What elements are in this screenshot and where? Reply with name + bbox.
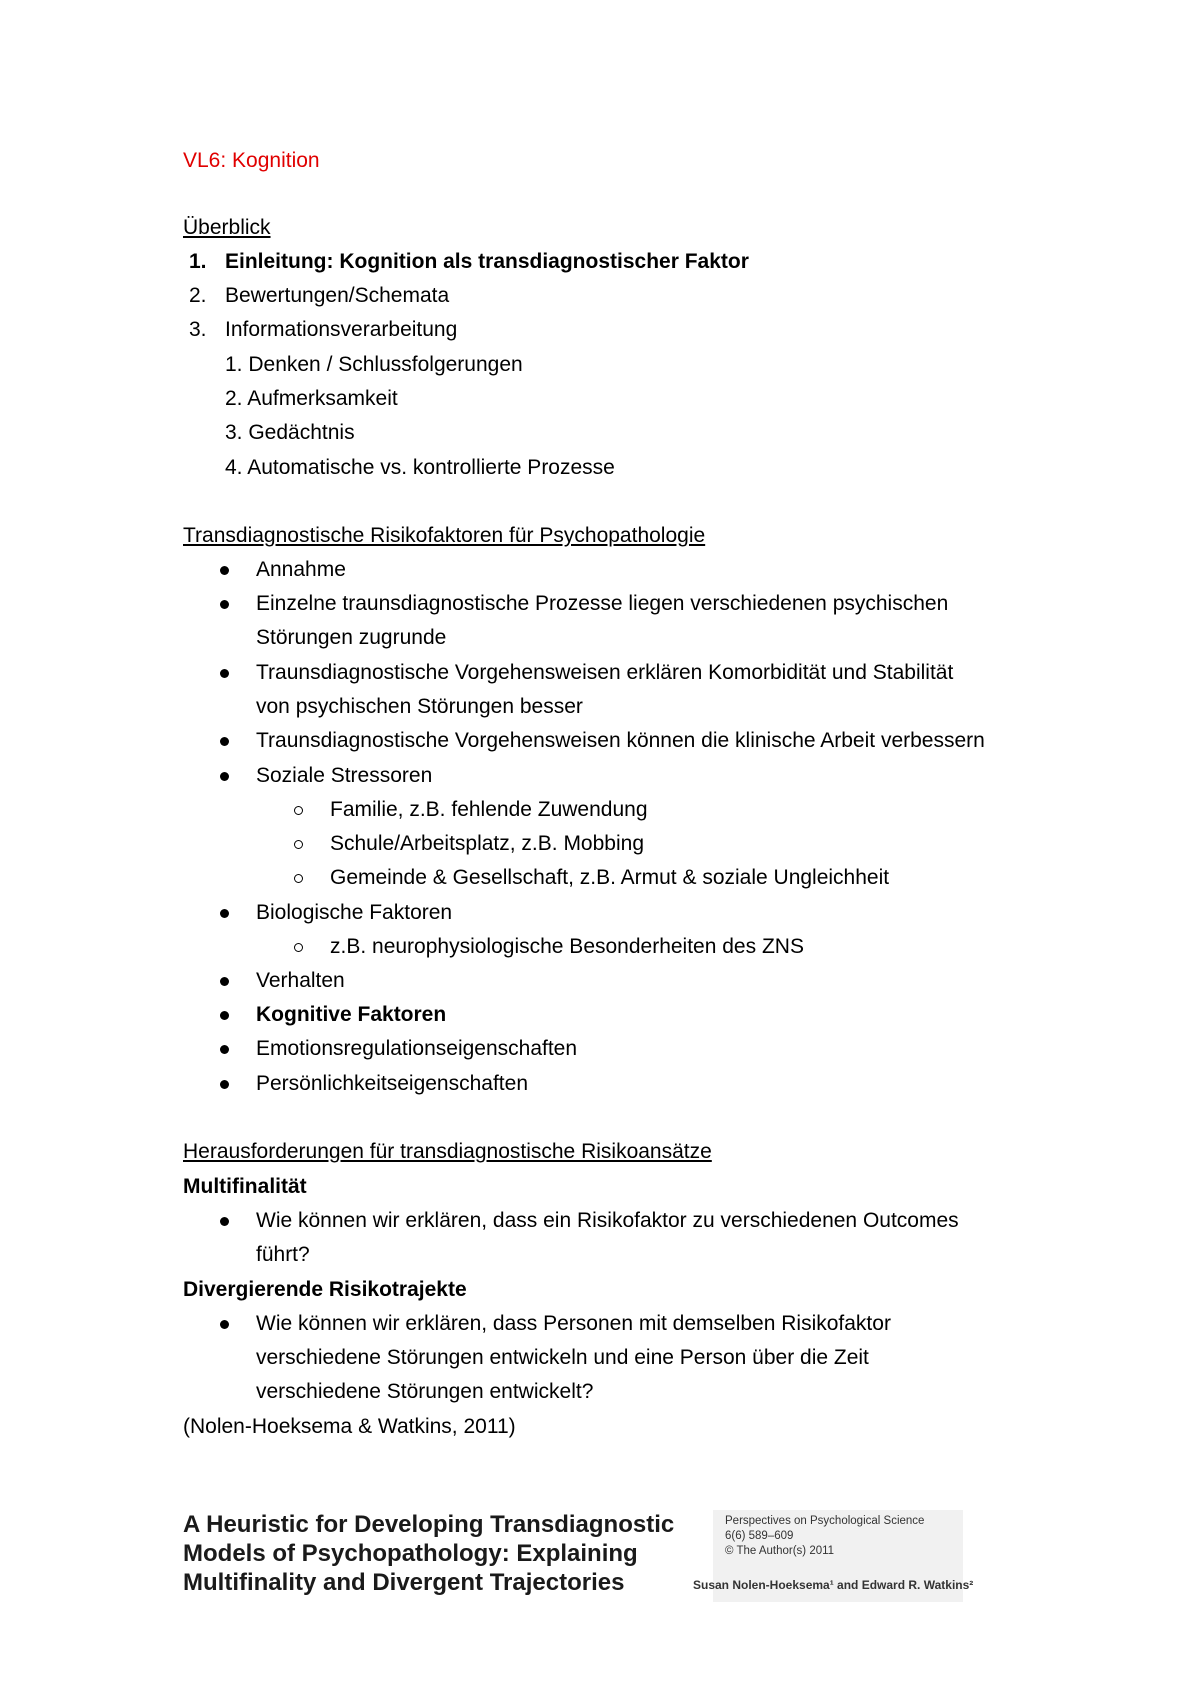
overview-subitem: 3. Gedächtnis [225, 421, 355, 444]
risk-heading: Transdiagnostische Risikofaktoren für Psychopathologie [183, 524, 706, 547]
risk-item: Soziale Stressoren [256, 764, 433, 787]
bullet-icon [220, 600, 229, 609]
risk-item: Einzelne traunsdiagnostische Prozesse liegen verschiedenen psychischen [256, 592, 949, 615]
risk-item: Traunsdiagnostische Vorgehensweisen können die klinische Arbeit verbessern [256, 729, 985, 752]
divergent-text: Wie können wir erklären, dass Personen mit demselben Risikofaktor [256, 1312, 891, 1335]
risk-item-continuation: von psychischen Störungen besser [256, 695, 583, 718]
risk-item-continuation: Störungen zugrunde [256, 626, 447, 649]
bullet-icon [220, 1217, 229, 1226]
citation: (Nolen-Hoeksema & Watkins, 2011) [183, 1415, 516, 1438]
divergent-text: verschiedene Störungen entwickelt? [256, 1380, 594, 1403]
overview-item-number: 3. [189, 318, 207, 341]
paper-authors: Susan Nolen-Hoeksema¹ and Edward R. Watkins² [693, 1578, 974, 1592]
sub-bullet-icon [294, 874, 303, 883]
multifinality-heading: Multifinalität [183, 1175, 307, 1198]
paper-title-line: A Heuristic for Developing Transdiagnostic [183, 1511, 675, 1538]
bullet-icon [220, 1045, 229, 1054]
overview-item-number: 2. [189, 284, 207, 307]
sub-bullet-icon [294, 943, 303, 952]
page-title: VL6: Kognition [183, 149, 320, 172]
overview-subitem: 1. Denken / Schlussfolgerungen [225, 353, 523, 376]
bullet-icon [220, 909, 229, 918]
bullet-icon [220, 772, 229, 781]
journal-line: © The Author(s) 2011 [725, 1545, 835, 1557]
risk-item: Verhalten [256, 969, 345, 992]
paper-title-line: Multifinality and Divergent Trajectories [183, 1569, 625, 1596]
bullet-icon [220, 1080, 229, 1089]
bullet-icon [220, 566, 229, 575]
risk-item: Traunsdiagnostische Vorgehensweisen erklären Komorbidität und Stabilität [256, 661, 954, 684]
risk-item: Biologische Faktoren [256, 901, 453, 924]
bullet-icon [220, 737, 229, 746]
social-subitem: Schule/Arbeitsplatz, z.B. Mobbing [330, 832, 644, 855]
social-subitem: Gemeinde & Gesellschaft, z.B. Armut & soziale Ungleichheit [330, 866, 890, 889]
paper-journal-info [725, 1514, 924, 1559]
overview-subitem: 4. Automatische vs. kontrollierte Prozesse [225, 456, 615, 479]
risk-item: Emotionsregulationseigenschaften [256, 1037, 578, 1060]
sub-bullet-icon [294, 840, 303, 849]
overview-item: Einleitung: Kognition als transdiagnostischer Faktor [225, 250, 749, 273]
divergent-heading: Divergierende Risikotrajekte [183, 1278, 467, 1301]
bio-subitem: z.B. neurophysiologische Besonderheiten des ZNS [330, 935, 804, 958]
risk-item: Persönlichkeitseigenschaften [256, 1072, 528, 1095]
paper-title-line: Models of Psychopathology: Explaining [183, 1540, 638, 1567]
bullet-icon [220, 1320, 229, 1329]
overview-subitem: 2. Aufmerksamkeit [225, 387, 398, 410]
bullet-icon [220, 977, 229, 986]
overview-heading: Überblick [183, 216, 271, 239]
multifinality-text: führt? [256, 1243, 310, 1266]
journal-line: 6(6) 589–609 [725, 1530, 794, 1542]
divergent-text: verschiedene Störungen entwickeln und eine Person über die Zeit [256, 1346, 869, 1369]
risk-item: Kognitive Faktoren [256, 1003, 447, 1026]
paper-header-image [183, 1510, 974, 1602]
bullet-icon [220, 1011, 229, 1020]
multifinality-text: Wie können wir erklären, dass ein Risikofaktor zu verschiedenen Outcomes [256, 1209, 959, 1232]
challenges-heading: Herausforderungen für transdiagnostische Risikoansätze [183, 1140, 712, 1163]
bullet-icon [220, 669, 229, 678]
overview-item: Informationsverarbeitung [225, 318, 458, 341]
sub-bullet-icon [294, 806, 303, 815]
paper-title [183, 1510, 674, 1597]
social-subitem: Familie, z.B. fehlende Zuwendung [330, 798, 648, 821]
overview-item-number: 1. [189, 250, 207, 273]
journal-line: Perspectives on Psychological Science [725, 1515, 925, 1527]
overview-item: Bewertungen/Schemata [225, 284, 450, 307]
risk-item: Annahme [256, 558, 346, 581]
paper-journal-box [693, 1510, 974, 1602]
